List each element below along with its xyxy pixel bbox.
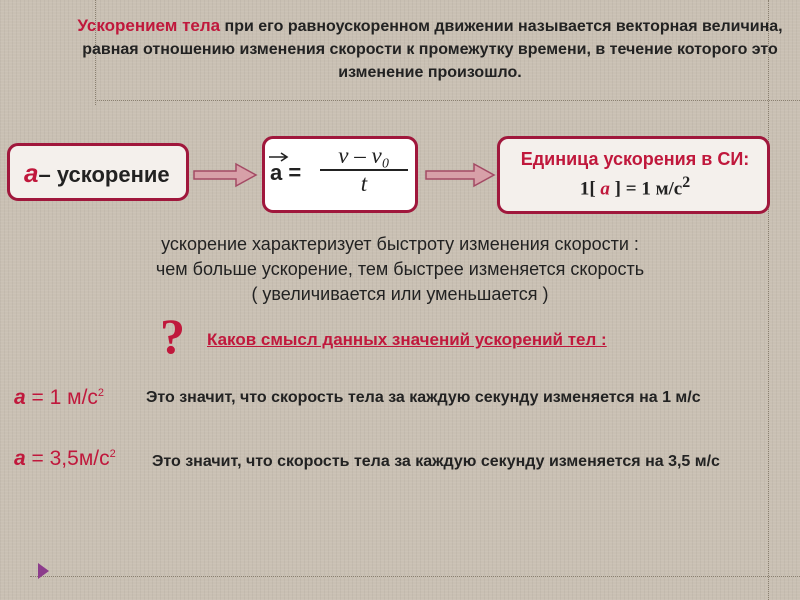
formula-lhs: a =	[270, 160, 302, 185]
play-triangle-icon[interactable]	[38, 563, 49, 579]
bottom-divider	[30, 576, 800, 577]
example-number: = 3,5м/с	[25, 447, 110, 470]
arrow-right-icon	[192, 162, 258, 188]
arrow-right-icon	[424, 162, 496, 188]
example-text: Это значит, что скорость тела за каждую секунду изменяется на 3,5 м/с	[152, 453, 720, 470]
unit-prefix: 1[	[579, 178, 601, 200]
explanation	[60, 232, 740, 307]
example-value	[14, 386, 104, 410]
acceleration-word: – ускорение	[38, 162, 170, 187]
question-text: Каков смысл данных значений ускорений тел :	[207, 330, 607, 349]
explanation-line: ускорение характеризует быстроту изменения скорости :	[161, 234, 639, 254]
acceleration-label	[24, 158, 170, 189]
unit-middle: ] = 1 м/с	[609, 178, 683, 200]
unit-power: 2	[682, 174, 691, 191]
right-guide	[768, 0, 769, 600]
example-power: 2	[109, 448, 116, 460]
definition	[60, 14, 800, 84]
formula-fraction	[318, 143, 410, 197]
example-text: Это значит, что скорость тела за каждую секунду изменяется на 1 м/с	[146, 389, 701, 406]
unit-value	[497, 174, 773, 200]
example-number: = 1 м/с	[25, 386, 98, 409]
question-mark: ?	[160, 308, 185, 364]
example-symbol: a	[14, 447, 26, 470]
definition-text: при его равноускоренном движении называется векторная величина, равная отношению изменения скорости к промежутку времени, в течение которого это изменение произошло.	[82, 18, 783, 81]
formula-denominator: t	[360, 171, 368, 196]
explanation-line: чем больше ускорение, тем быстрее изменяется скорость	[155, 259, 645, 279]
unit-symbol: a	[600, 178, 610, 200]
top-divider	[95, 100, 800, 101]
example-value	[14, 447, 116, 471]
example-power: 2	[97, 387, 105, 399]
explanation-line: ( увеличивается или уменьшается )	[251, 284, 549, 304]
example-symbol: a	[14, 386, 26, 409]
definition-term: Ускорением тела	[77, 16, 221, 35]
formula-numerator: v – v₀	[338, 143, 390, 168]
unit-title: Единица ускорения в СИ:	[520, 149, 750, 169]
acceleration-symbol: a	[24, 158, 39, 188]
